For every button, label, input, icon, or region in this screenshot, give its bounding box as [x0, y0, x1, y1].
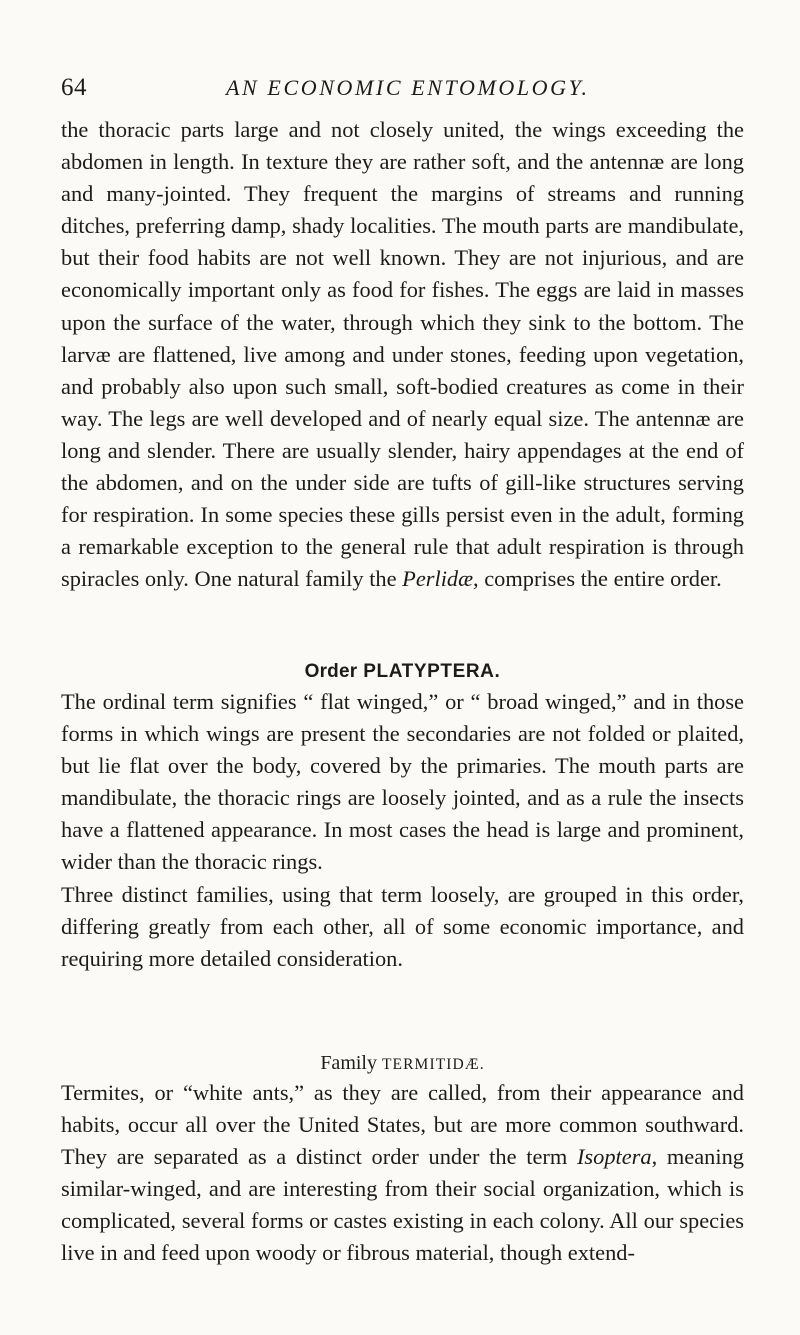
order-heading-name: PLATYPTERA.: [363, 661, 501, 682]
family-heading: [61, 1049, 744, 1079]
section-3-text: [61, 1077, 744, 1270]
paragraph-plecoptera: [61, 114, 744, 595]
paragraph-ordinal-term: The ordinal term signifies “ flat winged,” or “ broad winged,” and in those forms in which wings are present the secondaries are not folded or plaited, but lie flat over the body, covered by the primaries. The mouth parts are mandibulate, the thoracic rings are loosely jointed, and as a rule the insects have a flattened appearance. In most cases the head is large and prominent, wider than the thoracic rings.: [61, 689, 744, 875]
section-1-text: [61, 114, 744, 595]
paragraph-text: the thoracic parts large and not closely united, the wings exceeding the abdomen in length. In texture they are rather soft, and the antennæ are long and many-jointed. They frequent the margins of streams and running ditches, preferring damp, shady localities. The mouth parts are mandibulate, but their food habits are not well known. They are not injurious, and are economically important only as food for fishes. The eggs are laid in masses upon the surface of the water, through which they sink to the bottom. The larvæ are flattened, live among and under stones, feeding upon vegetation, and probably also upon such small, soft-bodied creatures as come in their way. The legs are well developed and of nearly equal size. The antennæ are long and slender. There are usually slender, hairy appendages at the end of the abdomen, and on the under side are tufts of gill-like structures serving for respiration. In some species these gills persist even in the adult, forming a remarkable exception to the general rule that adult respiration is through spiracles only. One natural family the: [61, 117, 744, 592]
paragraph-text: Termites, or “white ants,” as they are called, from their appearance and habits, occur all over the United States, but are more common southward. They are separated as a distinct order under the term: [61, 1080, 744, 1170]
paragraph-text: , meaning similar-winged, and are interesting from their social organization, which is complicated, several forms or castes existing in each colony. All our species live in and feed upon woody or fibrous material, though extend-: [61, 1144, 744, 1266]
paragraph-text: , comprises the entire order.: [473, 566, 722, 592]
page-number: 64: [61, 74, 87, 101]
paragraph-termites: [61, 1077, 744, 1270]
order-heading-prefix: Order: [304, 661, 358, 682]
paragraph-three-families: Three distinct families, using that term loosely, are grouped in this order, differing greatly from each other, all of some economic importance, and requiring more detailed consideration.: [61, 881, 744, 971]
order-name-isoptera: Isoptera: [576, 1144, 652, 1170]
family-heading-name: TERMITIDÆ.: [381, 1056, 485, 1073]
running-title: AN ECONOMIC ENTOMOLOGY.: [226, 75, 590, 100]
family-heading-prefix: Family: [320, 1052, 377, 1074]
section-2-text: [61, 686, 744, 975]
order-heading: [61, 658, 744, 686]
family-name-perlidae: Perlidæ: [402, 566, 474, 592]
